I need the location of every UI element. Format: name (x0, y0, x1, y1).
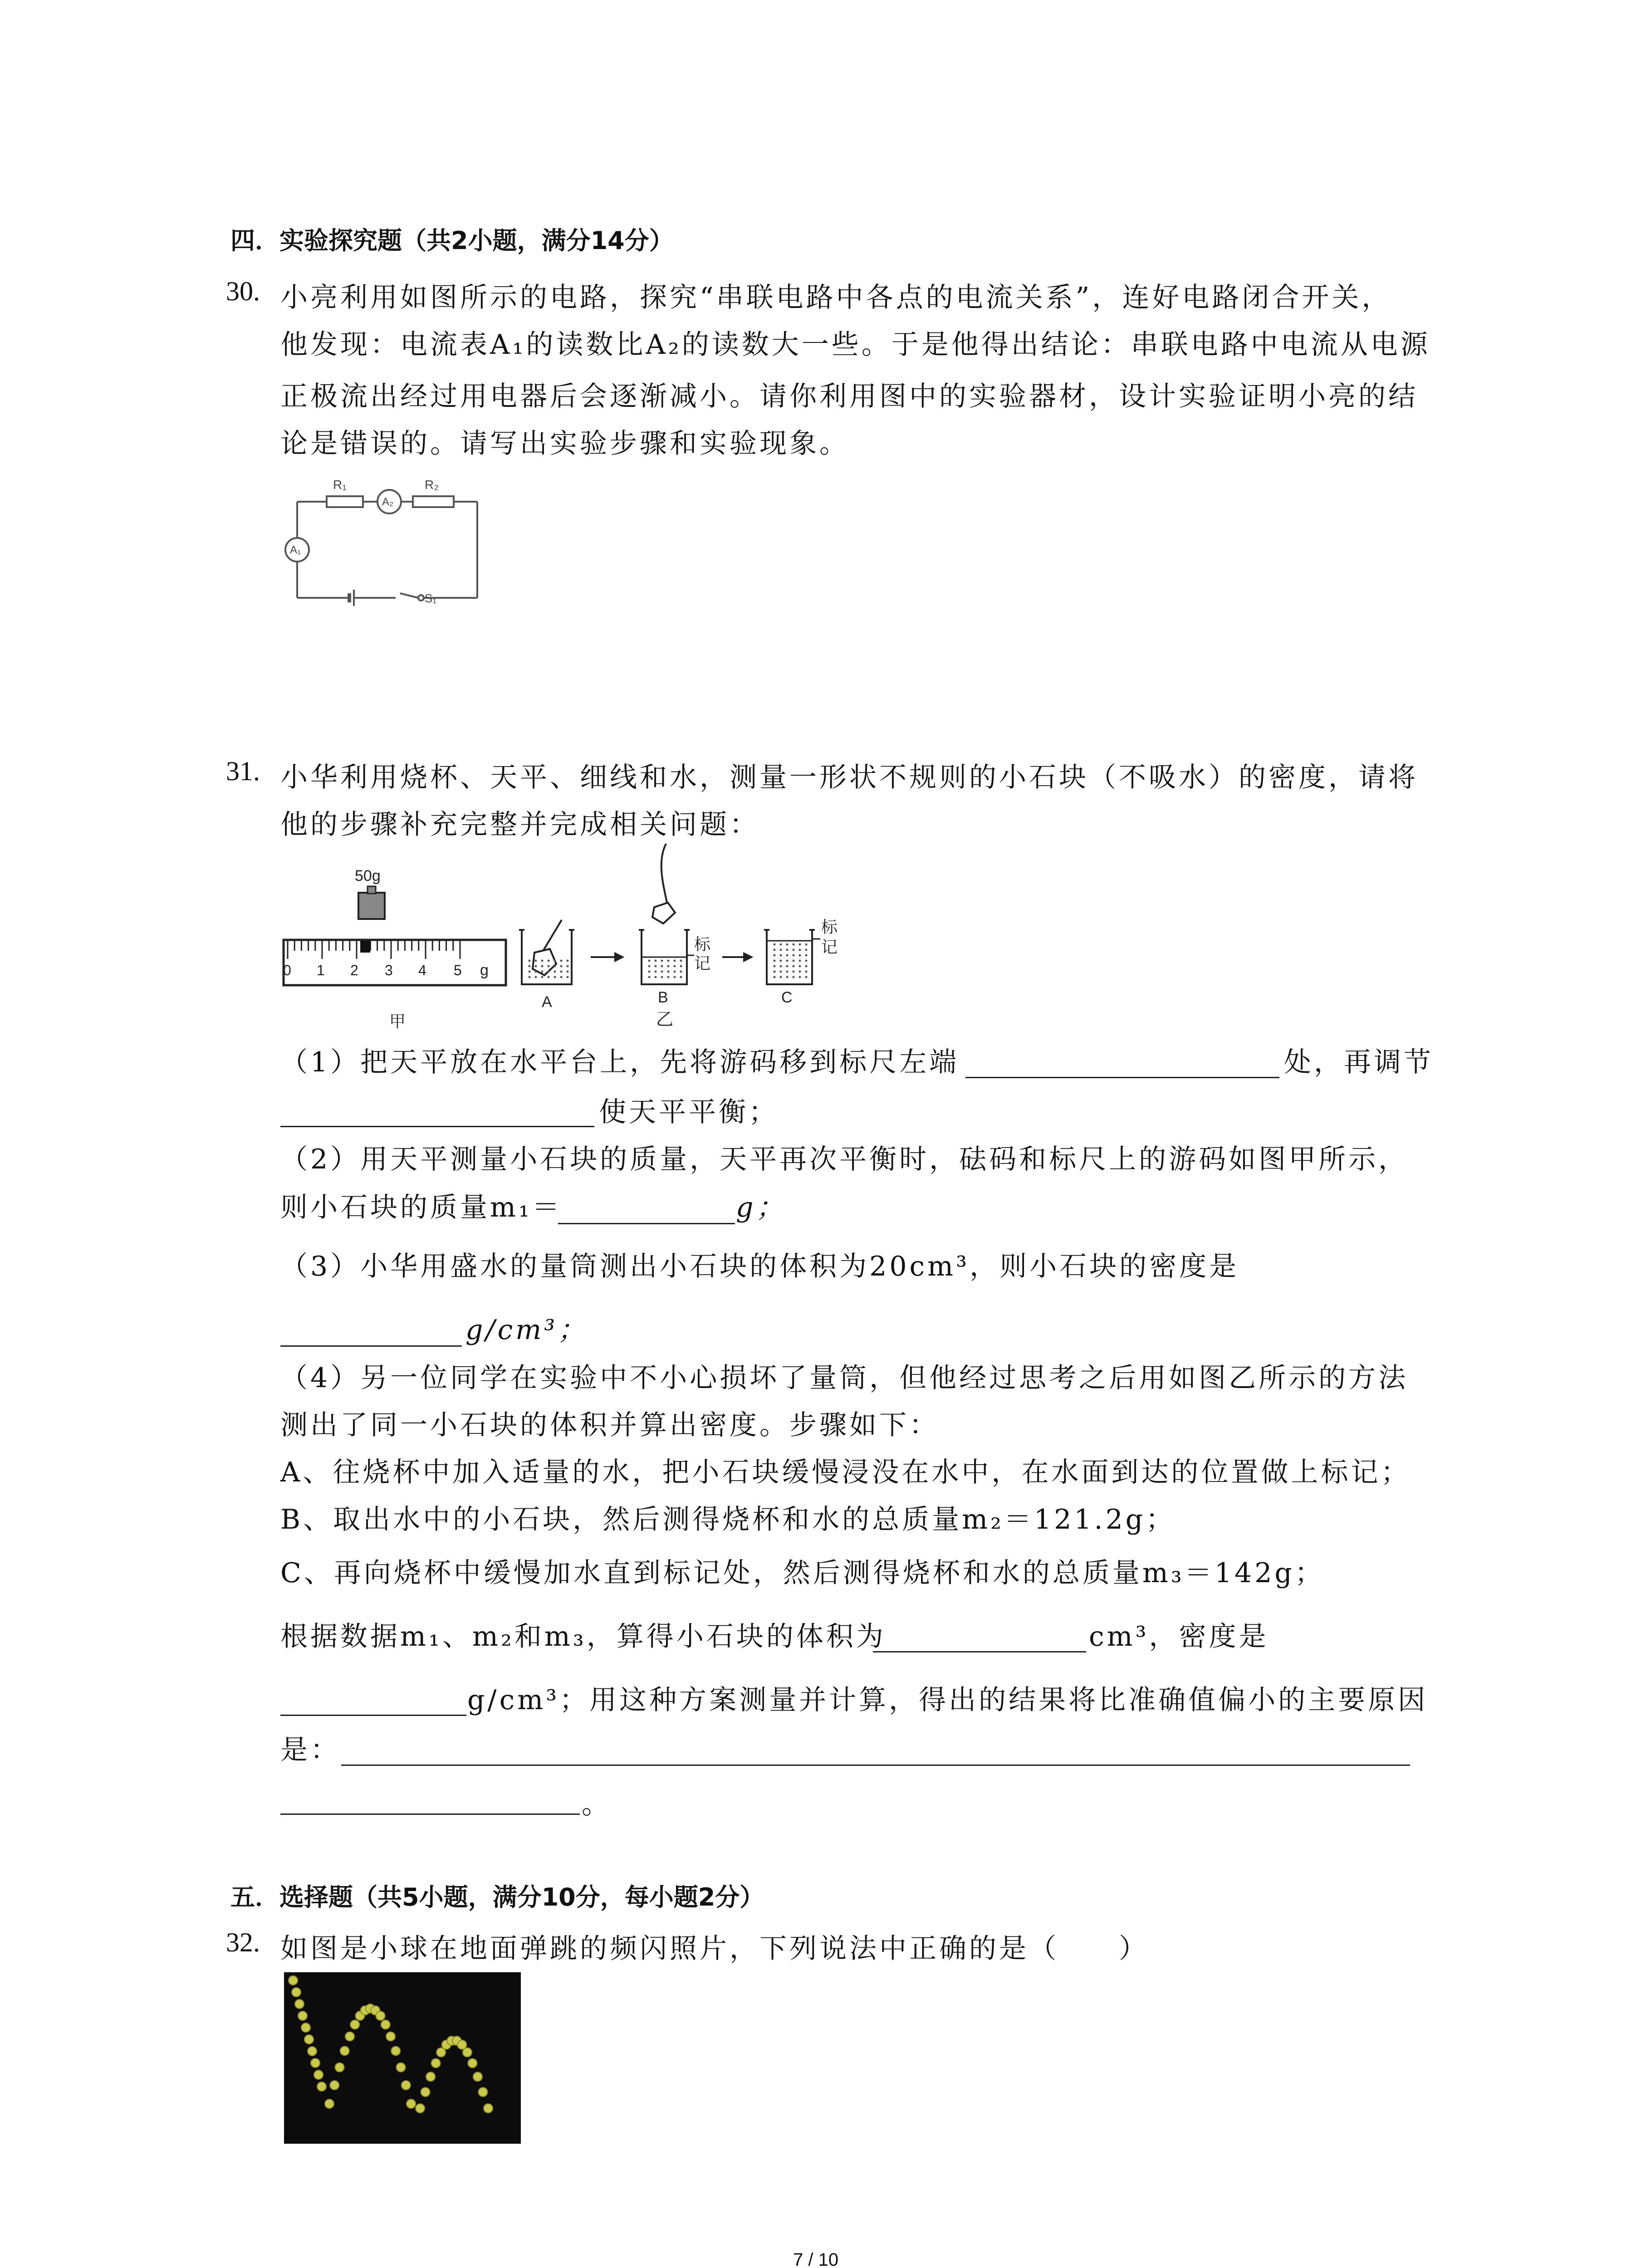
weight-label: 50g (355, 867, 381, 885)
answer-blank-4[interactable] (280, 1345, 462, 1347)
answer-blank-7[interactable] (341, 1765, 1410, 1766)
q31-step-a: A、往烧杯中加入适量的水，把小石块缓慢浸没在水中，在水面到达的位置做上标记； (280, 1457, 1411, 1488)
q32-text: 如图是小球在地面弹跳的频闪照片，下列说法中正确的是（ ） (280, 1933, 1149, 1965)
bouncing-ball-photo (284, 1972, 521, 2144)
q31-part1-c: 使天平平衡； (599, 1096, 779, 1128)
q31-part3-b: g/cm³； (465, 1314, 588, 1346)
weight-block (358, 893, 385, 919)
beaker-c (767, 930, 812, 984)
tick-label-3: 3 (385, 962, 393, 978)
answer-blank-1[interactable] (965, 1077, 1279, 1078)
q31-line-2: 他的步骤补充完整并完成相关问题： (280, 809, 759, 841)
tick-label-2: 2 (350, 962, 358, 978)
tick-label-1: 1 (317, 962, 325, 978)
answer-blank-6[interactable] (280, 1715, 466, 1716)
q30-line-2: 他发现：电流表A₁的读数比A₂的读数大一些。于是他得出结论：串联电路中电流从电源 (280, 329, 1430, 361)
mark-b-1: 标 (694, 935, 711, 953)
page-number: 7 / 10 (793, 2250, 839, 2268)
mark-c-1: 标 (821, 918, 838, 936)
q31-part1-a: （1）把天平放在水平台上，先将游码移到标尺左端 (280, 1046, 960, 1078)
answer-blank-3[interactable] (558, 1223, 735, 1224)
question-31-number: 31. (226, 756, 260, 786)
figure-yi-beakers (513, 835, 876, 1039)
label-a2: A₂ (382, 496, 394, 508)
section-4-title: 四．实验探究题（共2小题，满分14分） (230, 226, 674, 255)
q31-calc-b: cm³，密度是 (1089, 1621, 1269, 1652)
q30-line-1: 小亮利用如图所示的电路，探究“串联电路中各点的电流关系”，连好电路闭合开关， (280, 282, 1392, 313)
figure-jia-balance-scale (277, 853, 513, 1043)
stone-b (652, 903, 675, 924)
answer-blank-8[interactable] (280, 1813, 580, 1815)
label-jia: 甲 (389, 1012, 406, 1031)
q31-part3-a: （3）小华用盛水的量筒测出小石块的体积为20cm³，则小石块的密度是 (280, 1251, 1239, 1282)
question-30-number: 30. (226, 276, 260, 306)
q30-line-4: 论是错误的。请写出实验步骤和实验现象。 (280, 428, 849, 459)
answer-blank-5[interactable] (873, 1651, 1086, 1652)
q31-calc-c: g/cm³；用这种方案测量并计算，得出的结果将比准确值偏小的主要原因 (467, 1684, 1428, 1716)
label-r2: R₂ (425, 478, 439, 492)
answer-blank-2[interactable] (280, 1126, 594, 1127)
q31-part1-b: 处，再调节 (1284, 1046, 1434, 1078)
q31-part2-a: （2）用天平测量小石块的质量，天平再次平衡时，砝码和标尺上的游码如图甲所示， (280, 1144, 1409, 1175)
q31-part2-b: 则小石块的质量m₁＝ (280, 1192, 562, 1223)
q31-calc-e: 。 (582, 1789, 612, 1820)
tick-label-4: 4 (418, 962, 426, 978)
tick-label-0: 0 (283, 962, 291, 978)
tick-label-5: 5 (454, 962, 462, 978)
scale-rider (360, 941, 370, 953)
circuit-diagram (277, 462, 485, 616)
q31-step-c: C、再向烧杯中缓慢加水直到标记处，然后测得烧杯和水的总质量m₃＝142g； (280, 1557, 1325, 1589)
scale-unit: g (480, 962, 489, 979)
label-s1: S₁ (425, 591, 437, 605)
section-5-title: 五．选择题（共5小题，满分10分，每小题2分） (230, 1883, 764, 1911)
q30-line-3: 正极流出经过用电器后会逐渐减小。请你利用图中的实验器材，设计实验证明小亮的结 (280, 381, 1418, 412)
q31-part4-a: （4）另一位同学在实验中不小心损坏了量筒，但他经过思考之后用如图乙所示的方法 (280, 1362, 1409, 1394)
label-a1: A₁ (290, 544, 301, 556)
q31-calc-d: 是： (280, 1734, 340, 1766)
label-b: B (658, 989, 668, 1006)
label-a: A (542, 993, 552, 1011)
q31-calc-a: 根据数据m₁、m₂和m₃，算得小石块的体积为 (280, 1621, 886, 1652)
question-32-number: 32. (226, 1927, 260, 1957)
q31-part4-b: 测出了同一小石块的体积并算出密度。步骤如下： (280, 1409, 939, 1441)
label-yi: 乙 (656, 1010, 674, 1029)
label-r1: R₁ (333, 478, 347, 492)
mark-b-2: 记 (694, 954, 711, 973)
q31-line-1: 小华利用烧杯、天平、细线和水，测量一形状不规则的小石块（不吸水）的密度，请将 (280, 762, 1418, 793)
q31-part2-c: g； (736, 1192, 786, 1223)
label-c: C (781, 989, 793, 1006)
q31-step-b: B、取出水中的小石块，然后测得烧杯和水的总质量m₂＝121.2g； (280, 1504, 1176, 1535)
mark-c-2: 记 (821, 938, 838, 956)
